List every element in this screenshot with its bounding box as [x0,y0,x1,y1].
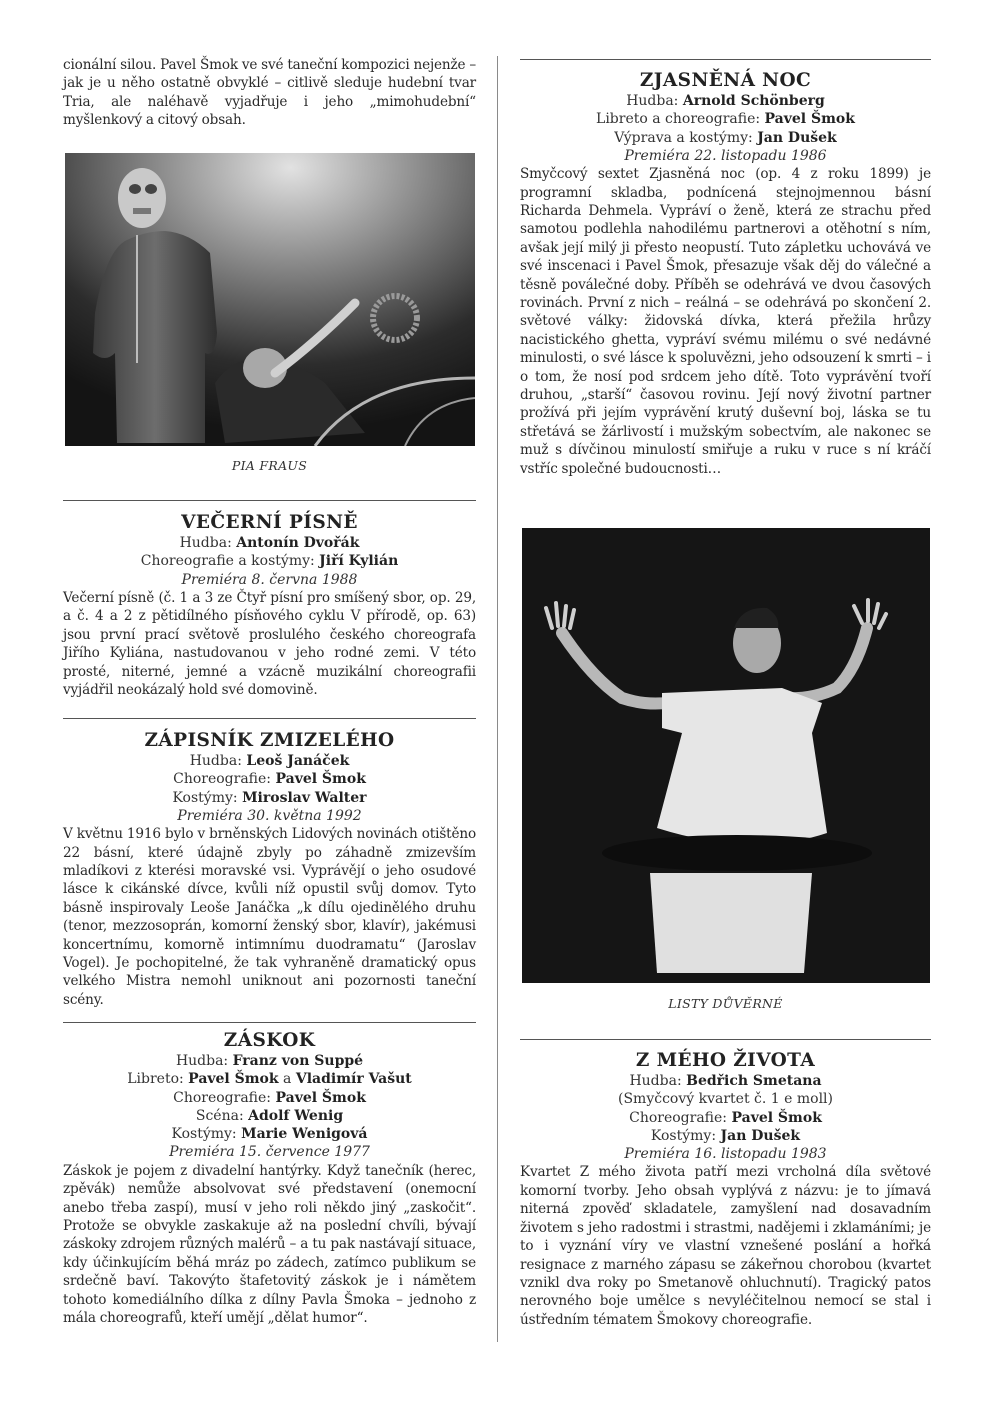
premiere-date: Premiéra 8. června 1988 [181,571,358,588]
section-vecerni-pisne [63,512,476,699]
premiere-date: Premiéra 30. května 1992 [177,807,362,824]
section-z-meho-zivota [520,1050,931,1329]
intro-paragraph: cionální silou. Pavel Šmok ve své taneční kompozici nejenže – jak je u něho ostatně obvyklé – citlivě sleduje hudební tvar Tria, ale naléhavě vyjadřuje i jeho „mimohudební“ myšlenkový a citový obsah. [63,57,476,129]
credit-costumes: Kostýmy: Marie Wenigová [171,1126,368,1143]
credit-choreography: Choreografie: Pavel Šmok [629,1109,822,1126]
section-divider [63,718,476,719]
section-title: ZJASNĚNÁ NOC [639,70,812,91]
premiere-date: Premiéra 15. července 1977 [169,1144,370,1161]
column-divider [497,56,498,1342]
section-text: Večerní písně (č. 1 a 3 ze Čtyř písní pro smíšený sbor, op. 29, a č. 4 a 2 z pětidílného písňového cyklu V přírodě, op. 63) jsou první prací světově proslulého českého choreografa Jiřího Kyliána, nastudovanou v jeho rodné zemi. V této prosté, niterné, jemné a vzácně muzikální choreografii vyjádřil neokázalý hold své domovině. [63,589,476,698]
section-title: VEČERNÍ PÍSNĚ [181,512,358,533]
section-title: ZÁPISNÍK ZMIZELÉHO [144,730,395,751]
section-text: Smyčcový sextet Zjasněná noc (op. 4 z roku 1899) je programní skladba, podnícená stejnojmennou básní Richarda Dehmela. Vypráví o ženě, která ze strachu před samotou podlehla nahodilému partnerovi a otěhotní s ním, avšak její milý ji přesto neopustí. Tuto zápletku uchovává ve své inscenaci i Pavel Šmok, přesazuje však děj do válečné a těsně poválečné doby. Příběh se odehrává ve dvou časových rovinách. První z nich – reálná – se odehrává po skončení 2. světové války: židovská dívka, která přežila hrůzy nacistického ghetta, vypráví svému milému o své nedávné minulosti, o své lásce k spoluvězni, jeho odsouzení k smrti – i o tom, že nosí pod srdcem jeho dítě. Toto vyprávění tvoří druhou, „starší“ časovou rovinu. Její nový životní partner prožívá při jejím vyprávění krutý duševní boj, láska se tu střetává se žárlivostí i mužským sobectvím, ale nakonec se muž s dívčinou minulostí smiřuje a ruku v ruce s ní kráčí vstříc společné budoucnosti… [520,166,931,477]
section-divider [520,59,931,60]
premiere-date: Premiéra 22. listopadu 1986 [624,147,827,164]
credit-choreography: Choreografie: Pavel Šmok [173,771,366,788]
photo-caption: LISTY DŮVĚRNÉ [668,996,783,1011]
credit-libretto: Libreto: Pavel Šmok a Vladimír Vašut [127,1071,412,1088]
section-divider [63,500,476,501]
credit-music: Hudba: Antonín Dvořák [179,535,360,551]
credit-scene: Scéna: Adolf Wenig [195,1107,344,1124]
photo-pia-fraus [65,153,475,446]
section-divider [520,1039,931,1040]
credit-choreography: Choreografie: Pavel Šmok [173,1089,366,1106]
credit-choreography: Choreografie a kostýmy: Jiří Kylián [140,553,399,570]
section-text: V květnu 1916 bylo v brněnských Lidových novinách otištěno 22 básní, které údajně zbyly po záhadně zmizevším mladíkovi z kterési moravské vsi. Vyprávějí o jeho osudové lásce k cikánské dívce, kvůli níž opustil svůj domov. Tyto básně inspirovaly Leoše Janáčka „k dílu ojedinělého druhu (tenor, mezzosoprán, komorní ženský sbor, klavír), jakémusi koncertnímu, komorně intimnímu duodramatu“ (Jaroslav Vogel). Je pochopitelné, že tak vyhraněně dramatický opus velkého Mistra nemohl uniknout ani pozornosti taneční scény. [63,826,476,1008]
section-zapisnik-zmizeleho [63,730,476,1009]
credit-music: Hudba: Bedřich Smetana [629,1073,822,1089]
section-text: Záskok je pojem z divadelní hantýrky. Když tanečník (herec, zpěvák) nemůže absolvovat své představení (onemocní anebo třeba zaspí), musí v jeho roli někdo jiný „zaskočit“. Protože se obvykle zaskakuje až na poslední chvíli, bývají záskoky zdrojem různých malérů – a tu pak nastávají situace, kdy účinkujícím běhá mráz po zádech, zatímco publikum se srdečně baví. Takovýto štafetovitý záskok je i námětem tohoto komediálního dílka z dílny Pavla Šmoka – jednoho z mála choreografů, kteří umějí „dělat humor“. [63,1162,476,1327]
stage-photo-dancer-raised-arms [522,528,930,983]
photo-listy-duverne [522,528,930,983]
section-divider [63,1022,476,1023]
section-text: Kvartet Z mého života patří mezi vrcholná díla světové komorní tvorby. Jeho obsah vyplývá z názvu: je to jímavá niterná zpověď skladatele, zamyšlení nad dosavadním životem s jeho radostmi i strastmi, nadějemi i zklamáními; je to i vyznání víry ve vlastní vznešené poslání a hořká resignace z marného zápasu se zákeřnou chorobou (kvartet vznikl dva roky po Smetanově ohluchnutí). Tragický patos nerovného boje umělce s nevyléčitelnou nemocí se stal i ústředním tématem Šmokovy choreografie. [520,1164,931,1328]
credit-music: Hudba: Arnold Schönberg [626,93,825,109]
credit-music-note: (Smyčcový kvartet č. 1 e moll) [618,1091,833,1108]
stage-photo-skeleton-and-woman [65,153,475,446]
premiere-date: Premiéra 16. listopadu 1983 [624,1146,827,1163]
credit-music: Hudba: Leoš Janáček [189,753,350,769]
credit-design-costumes: Výprava a kostýmy: Jan Dušek [614,129,837,146]
section-zjasnena-noc [520,70,931,478]
section-zaskok [63,1030,476,1327]
photo-caption: PIA FRAUS [231,458,308,473]
credit-music: Hudba: Franz von Suppé [175,1053,364,1069]
section-title: ZÁSKOK [223,1030,316,1051]
credit-libretto-choreography: Libreto a choreografie: Pavel Šmok [596,111,855,128]
section-title: Z MÉHO ŽIVOTA [635,1050,816,1071]
credit-costumes: Kostýmy: Miroslav Walter [172,789,367,806]
credit-costumes: Kostýmy: Jan Dušek [650,1127,801,1144]
